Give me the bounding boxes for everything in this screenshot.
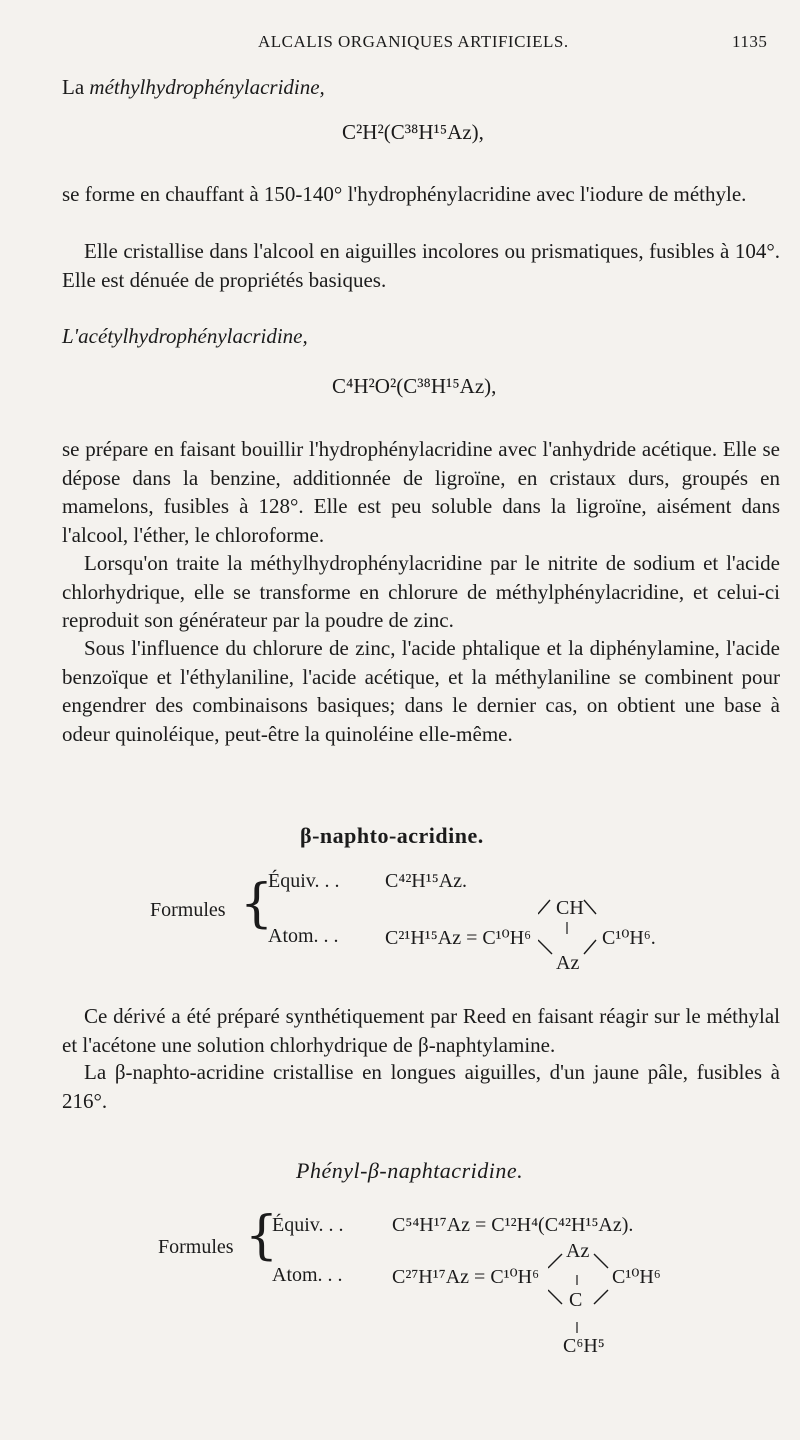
running-head-title: ALCALIS ORGANIQUES ARTIFICIELS. (258, 32, 569, 51)
s3-ch: CH (556, 897, 584, 919)
s3-az: Az (556, 952, 580, 974)
s3-brace: { (240, 874, 274, 934)
s3-paragraph-1: Ce dérivé a été préparé synthétiquement par Reed en faisant réagir sur le méthylal et l'acétone une solution chlorhydrique de β-naphtylamine. (62, 1004, 780, 1057)
s2-formula: C⁴H²O²(C³⁸H¹⁵Az), (332, 374, 497, 398)
s2-paragraph-1: se prépare en faisant bouillir l'hydrophénylacridine avec l'anhydride acétique. Elle se dépose dans la benzine, additionnée de ligroïne, en cristaux durs, groupés en mamelons, fusibles à 128°. Elle est peu soluble dans la ligroïne, aisément dans l'alcool, l'éther, le chloroforme. (62, 437, 780, 547)
s2-title-line (62, 322, 780, 351)
s4-c10h6: C¹⁰H⁶ (612, 1266, 661, 1288)
s3-equiv-label: Équiv. . . (268, 870, 340, 892)
s2-intro: L' (62, 324, 79, 348)
s2-compound-name: acétylhydrophénylacridine, (78, 324, 308, 348)
s1-formula: C²H²(C³⁸H¹⁵Az), (342, 120, 484, 144)
s1-compound-name: méthylhydrophénylacridine, (89, 75, 325, 99)
s4-atom-label: Atom. . . (272, 1264, 343, 1286)
s1-paragraph-1: se forme en chauffant à 150-140° l'hydrophénylacridine avec l'iodure de méthyle. (62, 182, 747, 206)
page-number: 1135 (732, 32, 768, 51)
s2-paragraph-2: Lorsqu'on traite la méthylhydrophénylacridine par le nitrite de sodium et l'acide chlorhydrique, elle se transforme en chlorure de méthylphénylacridine, et celui-ci reproduit son générateur par la poudre de zinc. (62, 551, 780, 632)
s1-title-line (62, 73, 780, 102)
s1-intro: La (62, 75, 90, 99)
s3-paragraph-2: La β-naphto-acridine cristallise en longues aiguilles, d'un jaune pâle, fusibles à 216°. (62, 1060, 780, 1113)
s3-atom-formula: C²¹H¹⁵Az = C¹⁰H⁶ (385, 927, 532, 949)
s2-paragraph-3: Sous l'influence du chlorure de zinc, l'acide phtalique et la diphénylamine, l'acide benzoïque et l'éthylaniline, l'acide acétique, et la méthylaniline se combinent pour engendrer des combinaisons basiques; dans le dernier cas, on obtient une base à odeur quinoléique, peut-être la quinoléine elle-même. (62, 636, 780, 746)
running-head (0, 30, 800, 54)
s3-c10h6: C¹⁰H⁶. (602, 927, 656, 949)
s4-formules-label: Formules (158, 1236, 234, 1258)
s1-paragraph-2: Elle cristallise dans l'alcool en aiguilles incolores ou prismatiques, fusibles à 104°. Elle est dénuée de propriétés basiques. (62, 239, 780, 292)
s3-equiv-formula: C⁴²H¹⁵Az. (385, 870, 468, 892)
s4-az: Az (566, 1240, 590, 1262)
s3-atom-label: Atom. . . (268, 925, 339, 947)
s3-heading: β-naphto-acridine. (300, 823, 484, 848)
s4-c6h5: C⁶H⁵ (563, 1335, 605, 1357)
s4-heading: Phényl-β-naphtacridine. (296, 1158, 524, 1183)
s3-formules-label: Formules (150, 899, 226, 921)
s4-atom-formula: C²⁷H¹⁷Az = C¹⁰H⁶ (392, 1266, 540, 1288)
s4-c: C (569, 1289, 583, 1311)
s4-equiv-label: Équiv. . . (272, 1214, 344, 1236)
s4-brace: { (245, 1206, 279, 1266)
s4-equiv-formula: C⁵⁴H¹⁷Az = C¹²H⁴(C⁴²H¹⁵Az). (392, 1214, 634, 1236)
